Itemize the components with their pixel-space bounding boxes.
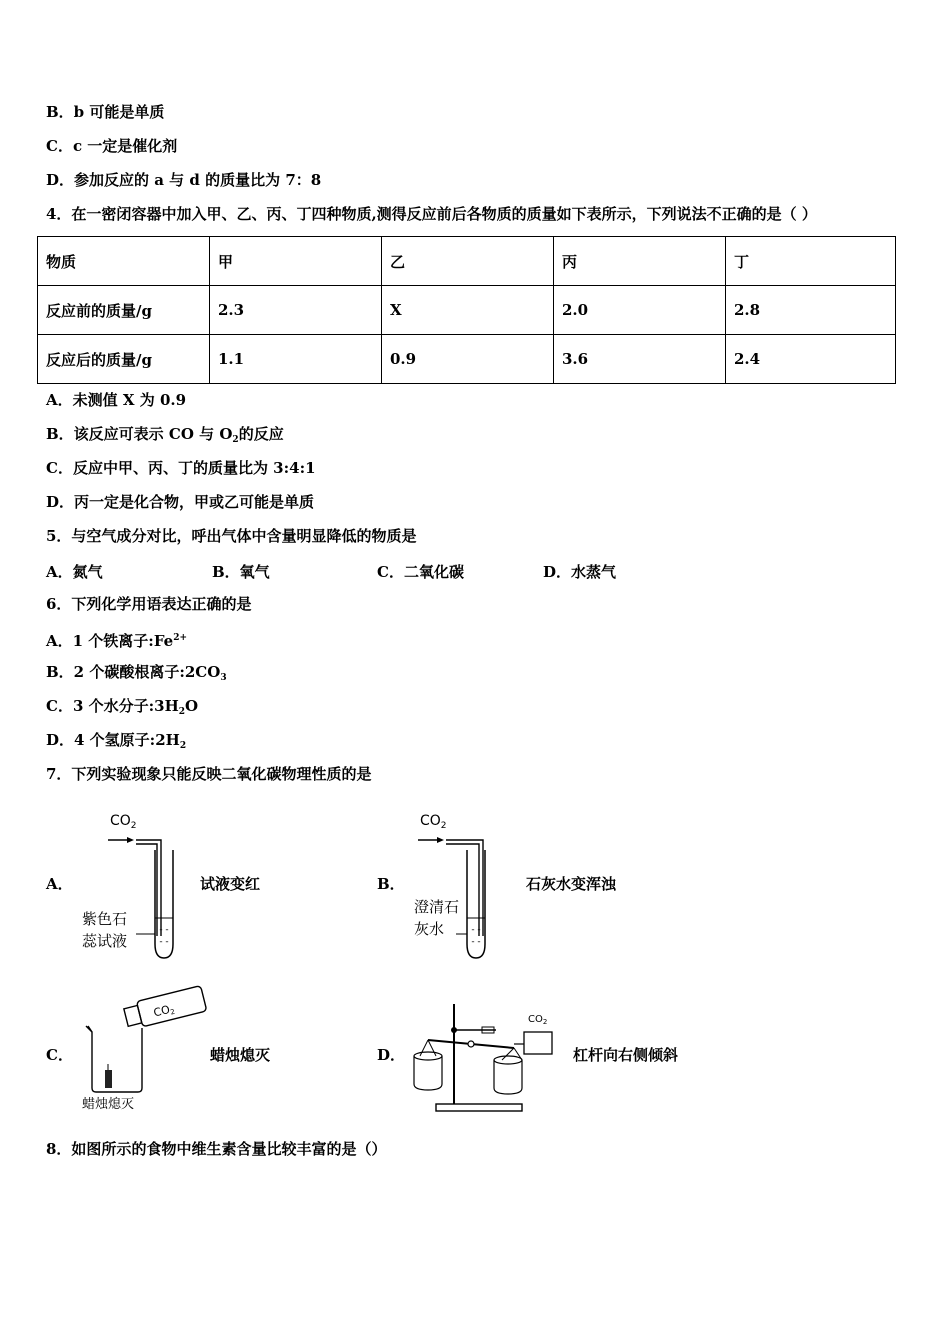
table-header-cell: 乙 <box>382 237 554 286</box>
table-header-cell: 甲 <box>210 237 382 286</box>
table-header-cell: 丁 <box>726 237 896 286</box>
q4-option-a: A．未测值 X 为 0.9 <box>46 391 187 409</box>
co2-gas-label: $CO_2$ <box>110 813 137 831</box>
mass-table <box>37 236 896 384</box>
q4-option-d: D．丙一定是化合物，甲或乙可能是单质 <box>46 493 315 511</box>
table-cell: 2.0 <box>554 286 726 335</box>
q4-option-b: B．该反应可表示 CO 与 $O_2$的反应 <box>46 425 284 445</box>
table-cell: 2.3 <box>210 286 382 335</box>
table-header-row <box>38 237 896 286</box>
q7-option-d-text: 杠杆向右侧倾斜 <box>573 1046 679 1064</box>
q4-option-c: C．反应中甲、丙、丁的质量比为 3:4:1 <box>46 459 316 477</box>
table-cell: 反应前的质量/g <box>38 286 210 335</box>
q8-stem: 8．如图所示的食物中维生素含量比较丰富的是（） <box>46 1140 387 1158</box>
test-tube-litmus-figure <box>78 806 188 966</box>
q7-option-c-text: 蜡烛熄灭 <box>210 1046 271 1064</box>
table-cell: 2.4 <box>726 335 896 384</box>
bottle-co2-label: CO2 <box>152 1002 176 1020</box>
table-cell: 反应后的质量/g <box>38 335 210 384</box>
q7-option-d-letter: D． <box>377 1046 406 1064</box>
candle-caption: 蜡烛熄灭 <box>82 1097 135 1112</box>
q7-option-a-letter: A． <box>46 875 73 893</box>
lever-balance-figure <box>406 1000 566 1120</box>
table-cell: 0.9 <box>382 335 554 384</box>
svg-text:- -: - - <box>159 925 169 935</box>
q5-option-c: C．二氧化碳 <box>377 563 464 581</box>
q6-option-d: D．4 个氢原子$:2H_2$ <box>46 731 187 751</box>
table-header-cell: 丙 <box>554 237 726 286</box>
table-row <box>38 335 896 384</box>
q3-option-d: D．参加反应的 a 与 d 的质量比为 7：8 <box>46 171 322 189</box>
co2-gas-label: $CO_2$ <box>420 813 447 831</box>
table-header-cell: 物质 <box>38 237 210 286</box>
litmus-label: 紫色石 <box>82 910 128 928</box>
q3-option-b: B．b 可能是单质 <box>46 103 165 121</box>
limewater-label: 灰水 <box>414 920 445 938</box>
table-cell: 1.1 <box>210 335 382 384</box>
table-row <box>38 286 896 335</box>
beaker-candle-figure <box>78 980 213 1120</box>
test-tube-limewater-figure <box>412 806 522 966</box>
q7-option-c-letter: C． <box>46 1046 73 1064</box>
q6-stem: 6．下列化学用语表达正确的是 <box>46 595 252 613</box>
q4-stem: 4．在一密闭容器中加入甲、乙、丙、丁四种物质,测得反应前后各物质的质量如下表所示，下列说法不正确的是（ ） <box>46 205 817 223</box>
co2-gas-label: $CO_2$ <box>528 1014 548 1026</box>
q7-option-b-text: 石灰水变浑浊 <box>526 875 617 893</box>
svg-text:- -: - - <box>471 925 481 935</box>
svg-text:- -: - - <box>471 937 481 947</box>
q7-stem: 7．下列实验现象只能反映二氧化碳物理性质的是 <box>46 765 372 783</box>
table-cell: 3.6 <box>554 335 726 384</box>
svg-text:- -: - - <box>159 937 169 947</box>
q5-option-d: D．水蒸气 <box>543 563 617 581</box>
litmus-label: 蕊试液 <box>82 932 128 950</box>
q5-option-b: B．氧气 <box>212 563 270 581</box>
q7-option-b-letter: B． <box>377 875 405 893</box>
table-cell: 2.8 <box>726 286 896 335</box>
q5-stem: 5．与空气成分对比，呼出气体中含量明显降低的物质是 <box>46 527 417 545</box>
q3-option-c: C．c 一定是催化剂 <box>46 137 178 155</box>
limewater-label: 澄清石 <box>414 898 460 916</box>
q6-option-c: C．3 个水分子$:3H_2O$ <box>46 697 199 717</box>
q7-option-a-text: 试液变红 <box>200 875 261 893</box>
q5-option-a: A．氮气 <box>46 563 103 581</box>
table-cell: X <box>382 286 554 335</box>
q6-option-b: B．2 个碳酸根离子$:2CO_3$ <box>46 663 227 683</box>
q6-option-a: A．1 个铁离子$:Fe^{2+}$ <box>46 632 188 650</box>
